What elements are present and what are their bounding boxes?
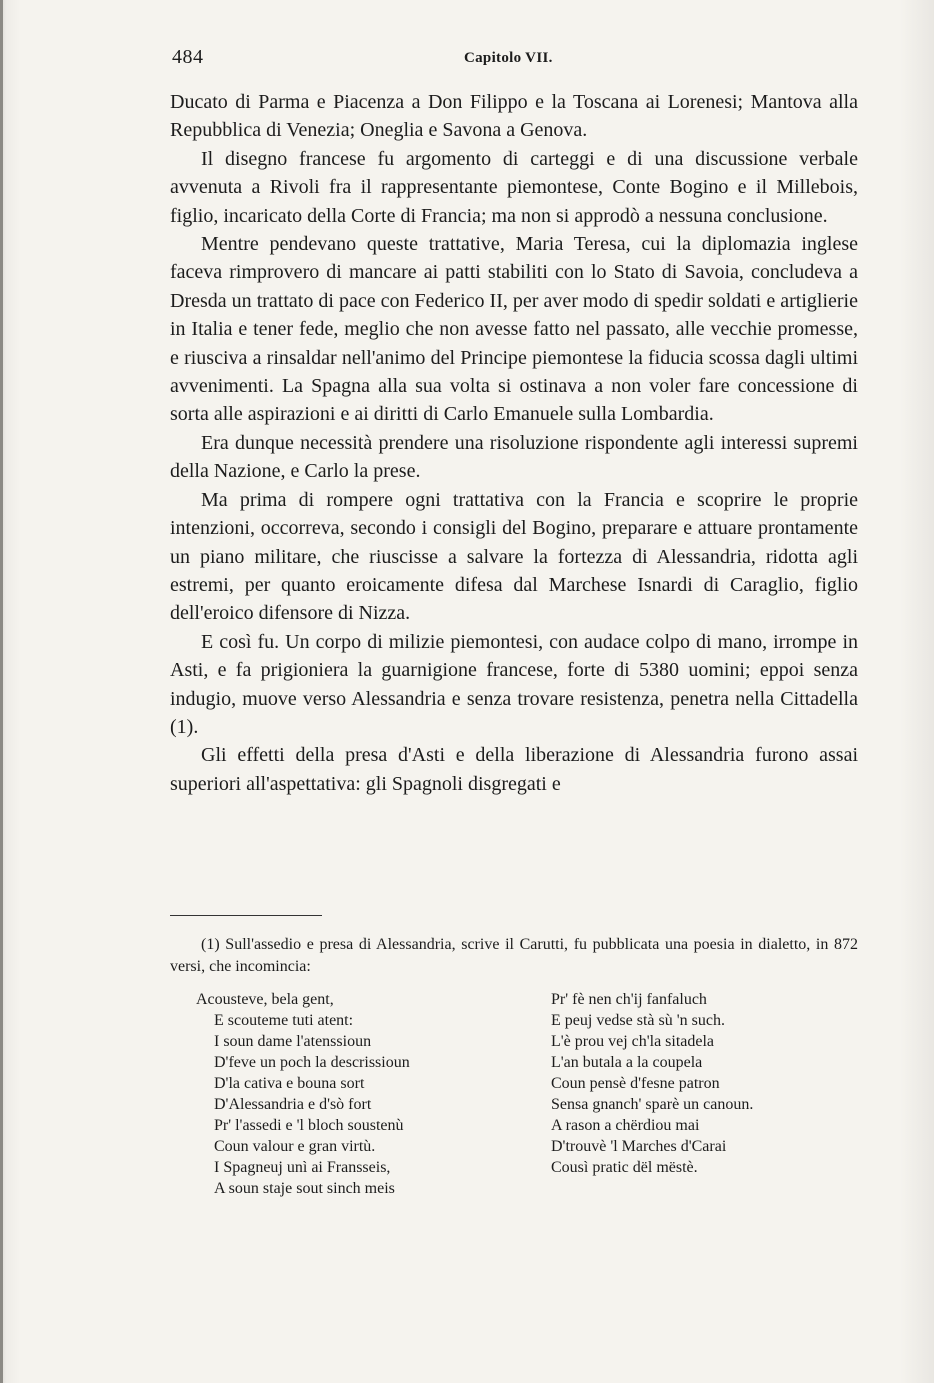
poem-verse: Pr' fè nen ch'ij fanfaluch [551, 991, 707, 1008]
running-head: Capitolo VII. [464, 50, 553, 66]
page-edge-shadow [0, 0, 3, 1383]
poem-verse: Pr' l'assedi e 'l bloch soustenù [214, 1117, 404, 1134]
poem-column-right [551, 989, 851, 1178]
poem-verse: D'la cativa e bouna sort [214, 1075, 365, 1092]
poem-verse: D'trouvè 'l Marches d'Carai [551, 1138, 727, 1155]
poem-verse: Cousì pratic dël mëstè. [551, 1159, 698, 1176]
poem-verse: E peuj vedse stà sù 'n such. [551, 1012, 725, 1029]
poem-verse: Sensa gnanch' sparè un canoun. [551, 1096, 754, 1113]
footnote: (1) Sull'assedio e presa di Alessandria, scrive il Carutti, fu pubblicata una poesia in dialetto, in 872 versi, che incomincia: [170, 936, 858, 975]
footnote-separator [170, 915, 322, 916]
poem-verse: A rason a chërdiou mai [551, 1117, 700, 1134]
poem-verse: L'an butala a la coupela [551, 1054, 703, 1071]
paragraph: Il disegno francese fu argomento di carteggi e di una discussione verbale avvenuta a Rivoli fra il rappresentante piemontese, Conte Bogino e il Millebois, figlio, incaricato della Corte di Francia; ma non si approdò a nessuna conclusione. [170, 147, 858, 227]
poem-verse: Coun valour e gran virtù. [214, 1138, 376, 1155]
poem-verse: I soun dame l'atenssioun [214, 1033, 372, 1050]
paragraph: Era dunque necessità prendere una risoluzione rispondente agli interessi supremi della Nazione, e Carlo la prese. [170, 431, 858, 483]
page-number: 484 [172, 46, 204, 68]
paragraph: Ducato di Parma e Piacenza a Don Filippo e la Toscana ai Lorenesi; Mantova alla Repubblica di Venezia; Oneglia e Savona a Genova. [170, 91, 858, 142]
paragraph: Ma prima di rompere ogni trattativa con la Francia e scoprire le proprie intenzioni, occorreva, secondo i consigli del Bogino, preparare e attuare prontamente un piano militare, che riuscisse a salvare la fortezza di Alessandria, ridotta agli estremi, per quanto eroicamente difesa dal Marchese Isnardi di Caraglio, figlio dell'eroico difensore di Nizza. [170, 488, 858, 625]
paragraph: Gli effetti della presa d'Asti e della liberazione di Alessandria furono assai superiori all'aspettativa: gli Spagnoli disgregati e [170, 744, 858, 795]
poem-column-left [196, 989, 526, 1199]
poem-verse: I Spagneuj unì ai Fransseis, [214, 1159, 391, 1176]
poem-verse: Acousteve, bela gent, [196, 991, 334, 1008]
poem-verse: A soun staje sout sinch meis [214, 1180, 395, 1197]
main-text [170, 88, 858, 798]
poem-verse: Coun pensè d'fesne patron [551, 1075, 720, 1092]
poem-verse: E scouteme tuti atent: [214, 1012, 354, 1029]
poem-verse: D'Alessandria e d'sò fort [214, 1096, 372, 1113]
paragraph: Mentre pendevano queste trattative, Maria Teresa, cui la diplomazia inglese faceva rimprovero di mancare ai patti stabiliti con lo Stato di Savoia, concludeva a Dresda un trattato di pace con Federico II, per aver modo di spedir soldati e artiglierie in Italia e tener fede, meglio che non avesse fatto nel passato, alle vecchie promesse, e riusciva a rinsaldar nell'animo del Principe piemontese la fiducia scossa dagli ultimi avvenimenti. La Spagna alla sua volta si ostinava a non voler fare concessione di sorta alle aspirazioni e ai diritti di Carlo Emanuele sulla Lombardia. [170, 233, 858, 426]
page-header [172, 44, 862, 74]
poem-verse: D'feve un poch la descrissioun [214, 1054, 410, 1071]
poem-verse: L'è prou vej ch'la sitadela [551, 1033, 715, 1050]
paragraph: E così fu. Un corpo di milizie piemontesi, con audace colpo di mano, irrompe in Asti, e fa prigioniera la guarnigione francese, forte di 5380 uomini; eppoi senza indugio, muove verso Alessandria e senza trovare resistenza, penetra nella Cittadella (1). [170, 630, 858, 738]
